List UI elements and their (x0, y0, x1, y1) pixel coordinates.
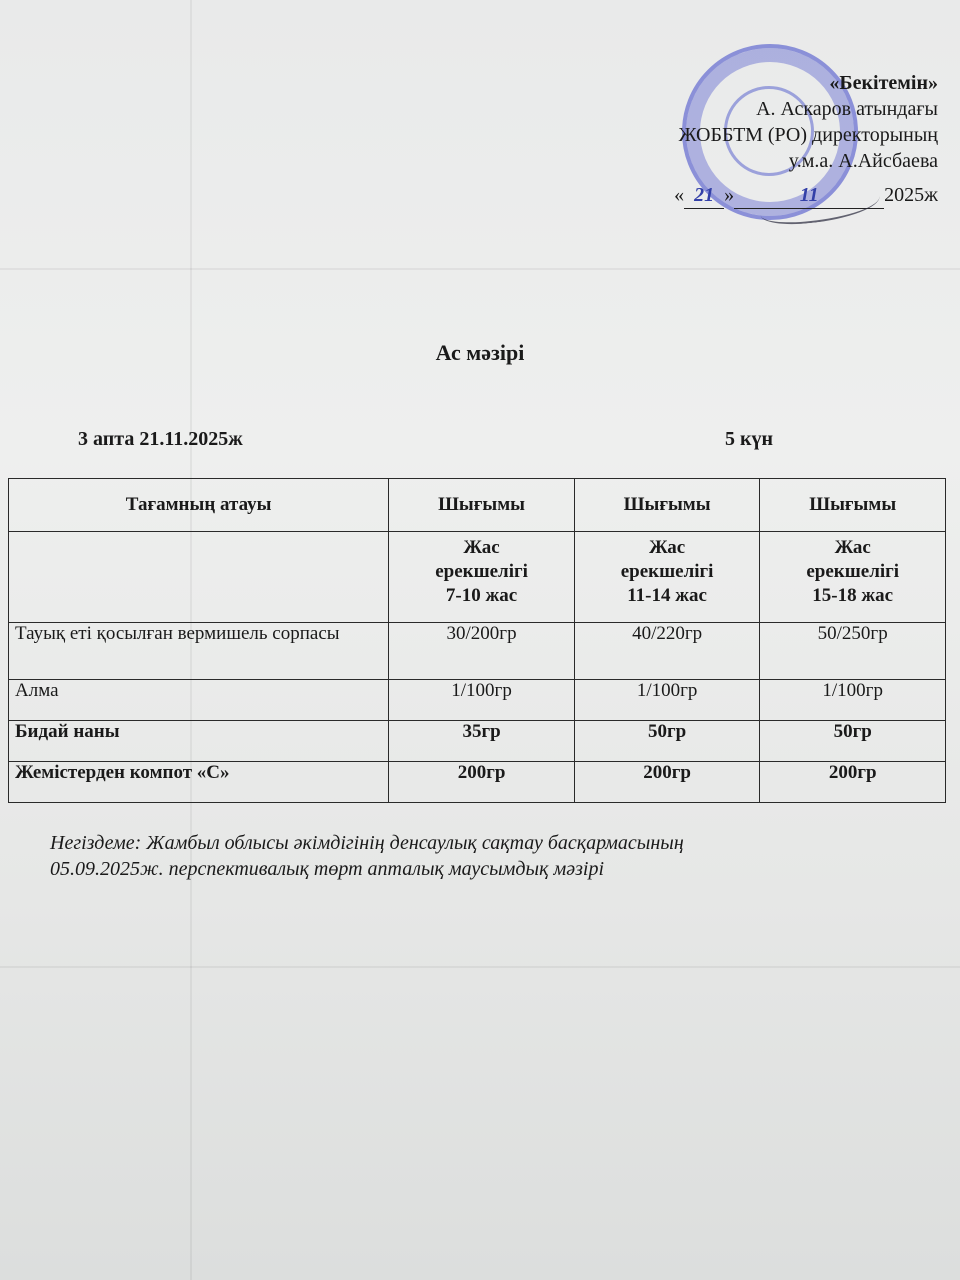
empty-cell (9, 532, 389, 623)
table-header-cell: Тағамның атауы (9, 479, 389, 532)
day-number: 5 күн (725, 428, 774, 450)
portion-value: 1/100гр (760, 680, 946, 721)
age-range: 11-14 жас (627, 585, 707, 606)
approval-line: у.м.а. А.Айсбаева (788, 150, 938, 172)
paper-fold (0, 268, 960, 270)
week-date: 3 апта 21.11.2025ж (78, 428, 243, 450)
approval-line: А. Аскаров атындағы (756, 98, 938, 120)
age-label: Жас (648, 537, 686, 558)
date-quote-close: » (724, 184, 735, 206)
age-range: 15-18 жас (812, 585, 894, 606)
date-year: 2025ж (884, 184, 938, 206)
dish-name: Жемістерден компот «С» (9, 762, 389, 803)
dish-name: Алма (9, 680, 389, 721)
portion-value: 200гр (389, 762, 575, 803)
portion-value: 200гр (760, 762, 946, 803)
dish-name: Бидай наны (9, 721, 389, 762)
age-range: 7-10 жас (445, 585, 518, 606)
approval-line: ЖОББТМ (РО) директорының (678, 124, 938, 146)
portion-value: 200гр (574, 762, 760, 803)
table-header-cell: Шығымы (389, 479, 575, 532)
age-cell (574, 532, 760, 623)
portion-value: 30/200гр (389, 623, 575, 680)
menu-table (8, 478, 946, 803)
date-month: 11 (734, 182, 884, 209)
age-label: ерекшелігі (620, 561, 714, 582)
paper-fold (0, 966, 960, 968)
table-header-cell: Шығымы (574, 479, 760, 532)
table-row (9, 762, 946, 803)
age-label: ерекшелігі (806, 561, 900, 582)
portion-value: 35гр (389, 721, 575, 762)
portion-value: 1/100гр (574, 680, 760, 721)
portion-value: 50/250гр (760, 623, 946, 680)
date-quote-open: « (674, 184, 685, 206)
document-title: Ас мәзірі (435, 340, 525, 365)
date-day: 21 (684, 182, 724, 209)
age-label: Жас (463, 537, 500, 558)
table-row (9, 623, 946, 680)
age-cell (389, 532, 575, 623)
approval-block (674, 70, 938, 209)
age-row (9, 532, 946, 623)
dish-name: Тауық еті қосылған вермишель сорпасы (9, 623, 389, 680)
basis-line: Негіздеме: Жамбыл облысы әкімдігінің денсаулық сақтау басқармасының (50, 832, 684, 854)
table-header-cell: Шығымы (760, 479, 946, 532)
table-row (9, 680, 946, 721)
age-label: ерекшелігі (435, 561, 528, 582)
portion-value: 50гр (574, 721, 760, 762)
table-row (9, 721, 946, 762)
portion-value: 1/100гр (389, 680, 575, 721)
age-label: Жас (834, 537, 871, 558)
portion-value: 40/220гр (574, 623, 760, 680)
age-cell (760, 532, 946, 623)
basis-note (50, 830, 910, 882)
table-header-row (9, 479, 946, 532)
approval-title: «Бекітемін» (829, 72, 938, 94)
basis-line: 05.09.2025ж. перспективалық төрт апталық маусымдық мәзірі (50, 858, 605, 880)
portion-value: 50гр (760, 721, 946, 762)
